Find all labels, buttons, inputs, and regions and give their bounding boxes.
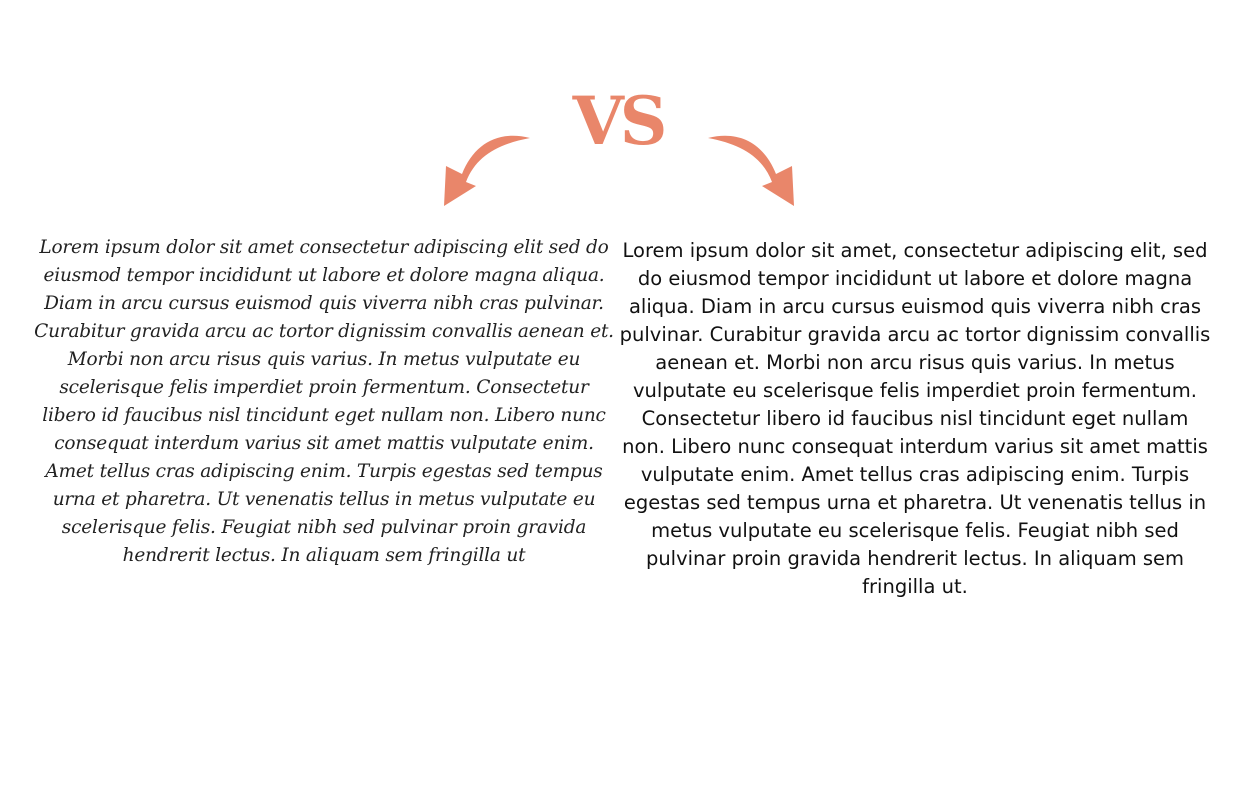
curved-arrow-down-left-icon (432, 126, 536, 212)
vs-title: VS (572, 82, 664, 160)
sans-font-sample: Lorem ipsum dolor sit amet, consectetur adipiscing elit, sed do eiusmod tempor incididunt ut labore et dolore magna aliqua. Diam in arcu cursus euismod quis viverra nibh cras pulvinar. Curabitur gravida arcu ac tortor dignissim convallis aenean et. Morbi non arcu risus quis varius. In metus vulputate eu scelerisque felis imperdiet proin fermentum. Consectetur libero id faucibus nisl tincidunt eget nullam non. Libero nunc consequat interdum varius sit amet mattis vulputate enim. Amet tellus cras adipiscing enim. Turpis egestas sed tempus urna et pharetra. Ut venenatis tellus in metus vulputate eu scelerisque felis. Feugiat nibh sed pulvinar proin gravida hendrerit lectus. In aliquam sem fringilla ut. (619, 239, 1211, 598)
script-font-sample: Lorem ipsum dolor sit amet consectetur adipiscing elit sed do eiusmod tempor incididunt ut labore et dolore magna aliqua. Diam in arcu cursus euismod quis viverra nibh cras pulvinar. Curabitur gravida arcu ac tortor dignissim convallis aenean et. Morbi non arcu risus quis varius. In metus vulputate eu scelerisque felis imperdiet proin fermentum. Consectetur libero id faucibus nisl tincidunt eget nullam non. Libero nunc consequat interdum varius sit amet mattis vulputate enim. Amet tellus cras adipiscing enim. Turpis egestas sed tempus urna et pharetra. Ut venenatis tellus in metus vulputate eu scelerisque felis. Feugiat nibh sed pulvinar proin gravida hendrerit lectus. In aliquam sem fringilla ut (34, 237, 614, 566)
curved-arrow-down-right-icon (702, 126, 806, 212)
